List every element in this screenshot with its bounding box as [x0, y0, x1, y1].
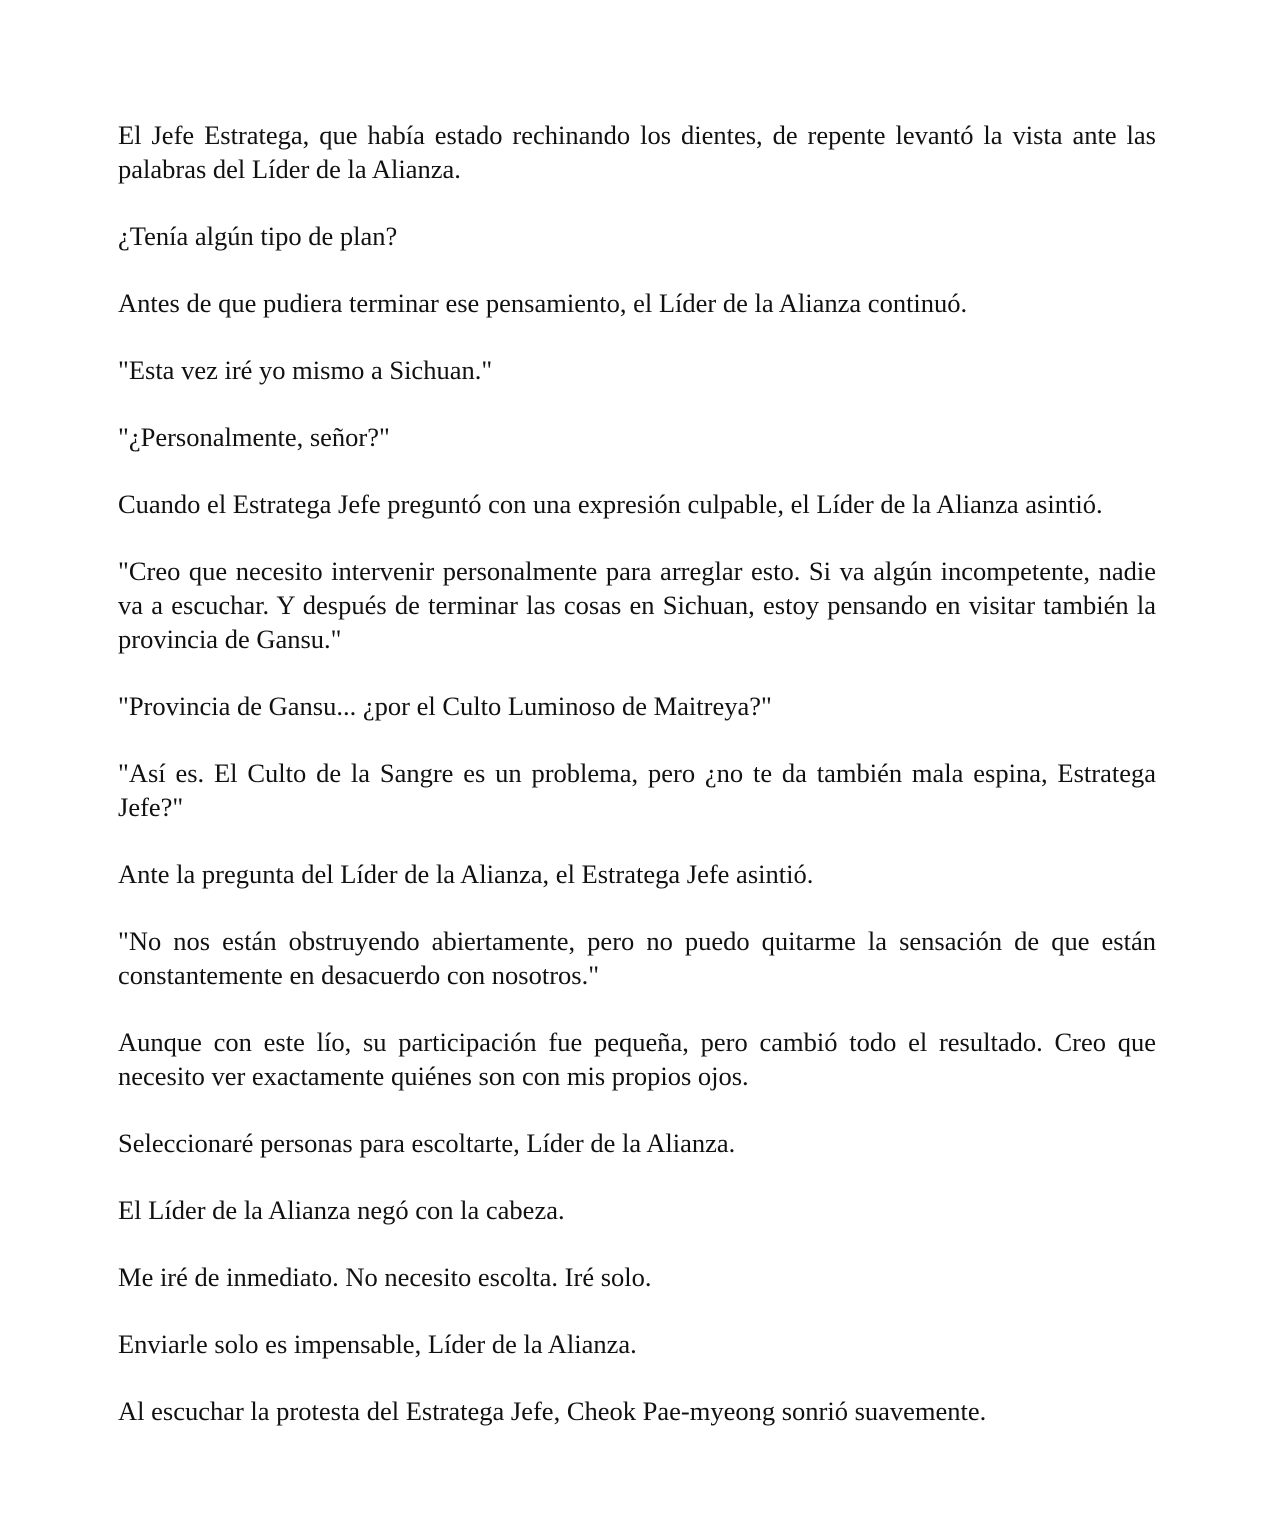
paragraph: Al escuchar la protesta del Estratega Jefe, Cheok Pae-myeong sonrió suavemente.: [118, 1396, 987, 1426]
paragraph: ¿Tenía algún tipo de plan?: [118, 221, 398, 251]
paragraph: "No nos están obstruyendo abiertamente, pero no puedo quitarme la sensación de que están constantemente en desacuerdo con nosotros.": [118, 926, 1156, 990]
paragraph: Ante la pregunta del Líder de la Alianza, el Estratega Jefe asintió.: [118, 859, 814, 889]
paragraph: Enviarle solo es impensable, Líder de la Alianza.: [118, 1329, 637, 1359]
paragraph: Me iré de inmediato. No necesito escolta. Iré solo.: [118, 1262, 652, 1292]
paragraph: El Jefe Estratega, que había estado rechinando los dientes, de repente levantó la vista ante las palabras del Líder de la Alianza.: [118, 120, 1156, 184]
document-page: [118, 118, 1156, 1461]
paragraph: Antes de que pudiera terminar ese pensamiento, el Líder de la Alianza continuó.: [118, 288, 968, 318]
paragraph: "Así es. El Culto de la Sangre es un problema, pero ¿no te da también mala espina, Estratega Jefe?": [118, 758, 1156, 822]
paragraph: El Líder de la Alianza negó con la cabeza.: [118, 1195, 565, 1225]
paragraph: "Creo que necesito intervenir personalmente para arreglar esto. Si va algún incompetente, nadie va a escuchar. Y después de terminar las cosas en Sichuan, estoy pensando en visitar también la provincia de Gansu.": [118, 556, 1156, 654]
paragraph: "Provincia de Gansu... ¿por el Culto Luminoso de Maitreya?": [118, 691, 772, 721]
paragraph: Aunque con este lío, su participación fue pequeña, pero cambió todo el resultado. Creo que necesito ver exactamente quiénes son con mis propios ojos.: [118, 1027, 1156, 1091]
paragraph: "¿Personalmente, señor?": [118, 422, 390, 452]
paragraph: Seleccionaré personas para escoltarte, Líder de la Alianza.: [118, 1128, 736, 1158]
paragraph: "Esta vez iré yo mismo a Sichuan.": [118, 355, 493, 385]
paragraph: Cuando el Estratega Jefe preguntó con una expresión culpable, el Líder de la Alianza asintió.: [118, 489, 1103, 519]
